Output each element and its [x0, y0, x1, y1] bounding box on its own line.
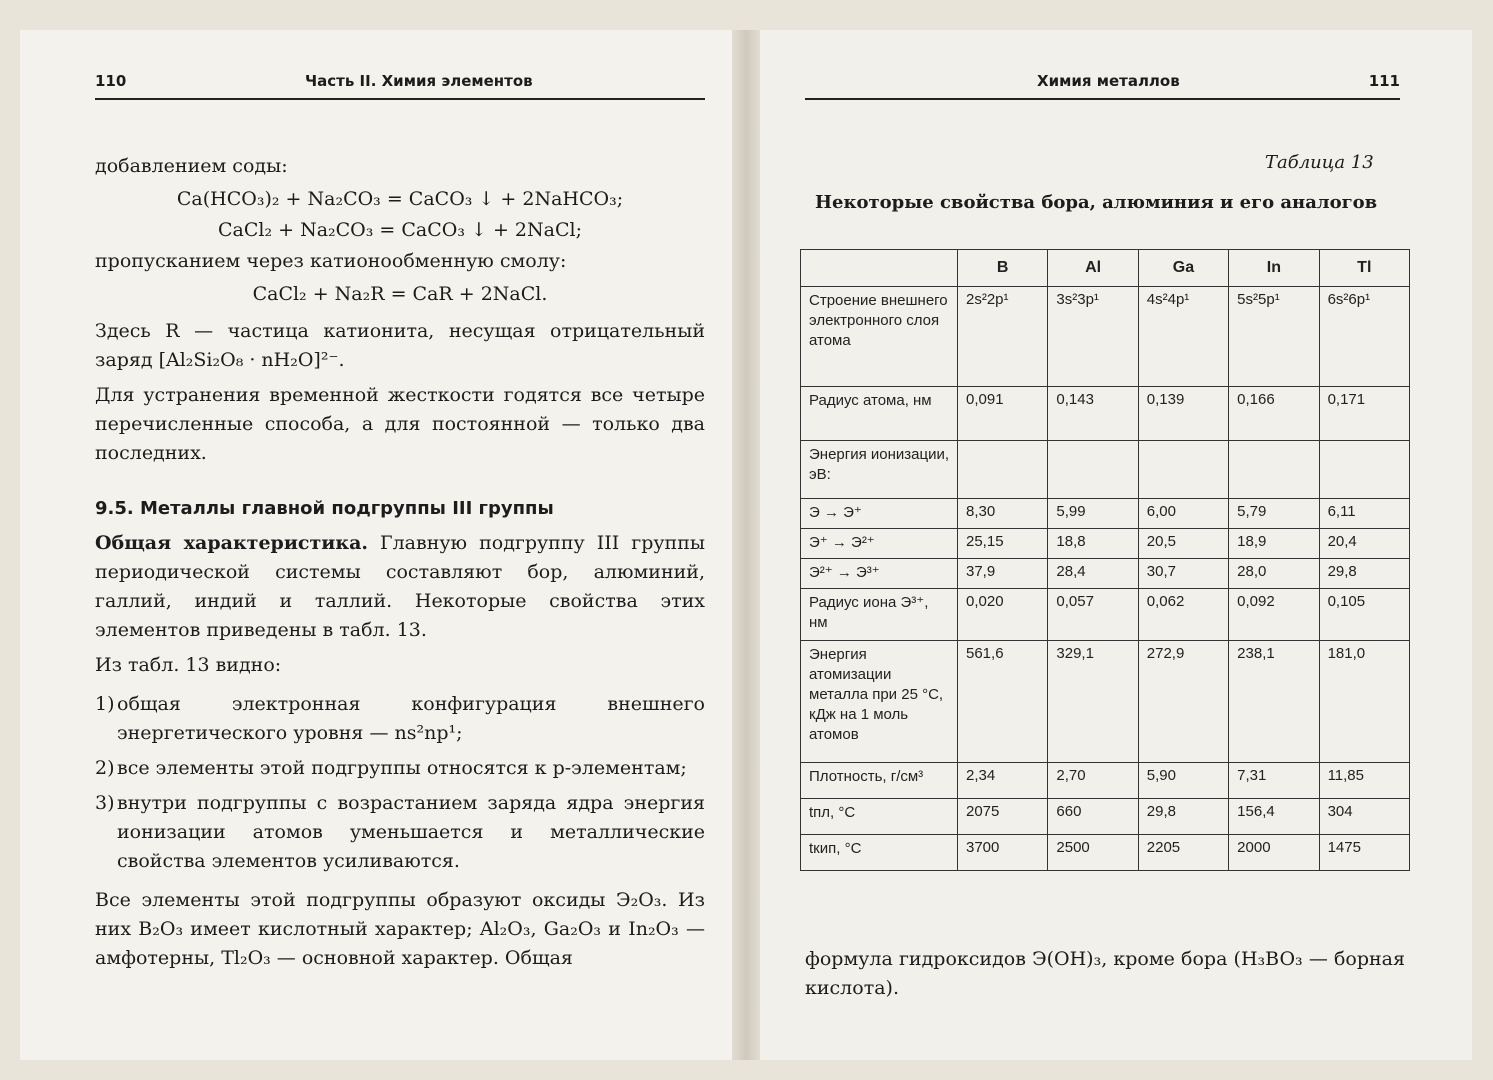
table-cell: 3700 — [958, 835, 1048, 871]
header-cell: Tl — [1319, 250, 1409, 287]
table-cell: 6,00 — [1138, 499, 1228, 529]
table-cell: 5s²5p¹ — [1229, 287, 1319, 387]
row-label: Строение внешнего электронного слоя атома — [801, 287, 958, 387]
row-label: Э²⁺ → Э³⁺ — [801, 559, 958, 589]
list-text: общая электронная конфигурация внешнего энергетического уровня — ns²np¹; — [117, 693, 705, 744]
book-gutter — [732, 30, 760, 1060]
list-text: все элементы этой подгруппы относятся к p-элементам; — [117, 757, 687, 779]
table-cell: 7,31 — [1229, 763, 1319, 799]
table-row — [801, 589, 1410, 641]
table-cell: 0,139 — [1138, 387, 1228, 441]
table-cell: 3s²3p¹ — [1048, 287, 1138, 387]
table-cell — [1319, 441, 1409, 499]
table-row — [801, 835, 1410, 871]
table-cell: 329,1 — [1048, 641, 1138, 763]
table-cell: 6,11 — [1319, 499, 1409, 529]
here-r-text: Здесь R — частица катионита, несущая отрицательный заряд [Al₂Si₂O₈ · nH₂O]²⁻. — [95, 320, 705, 371]
intro-text: добавлением соды: — [95, 155, 288, 177]
properties-list — [95, 690, 705, 876]
table-cell: 37,9 — [958, 559, 1048, 589]
right-header — [805, 70, 1400, 100]
table-cell: 11,85 — [1319, 763, 1409, 799]
table-row — [801, 287, 1410, 387]
table-cell: 20,4 — [1319, 529, 1409, 559]
row-label: Радиус иона Э³⁺, нм — [801, 589, 958, 641]
oxides-text: Все элементы этой подгруппы образуют оксиды Э₂O₃. Из них B₂O₃ имеет кислотный характер; Al₂O₃, Ga₂O₃ и In₂O₃ — амфотерны, Tl₂O₃ — основной характер. Общая — [95, 889, 705, 969]
row-label: Плотность, г/см³ — [801, 763, 958, 799]
table-cell: 272,9 — [1138, 641, 1228, 763]
header-cell: B — [958, 250, 1048, 287]
row-label: Э → Э⁺ — [801, 499, 958, 529]
from-table-text: Из табл. 13 видно: — [95, 654, 282, 676]
table-cell: 2205 — [1138, 835, 1228, 871]
table-cell: 18,8 — [1048, 529, 1138, 559]
table-cell: 29,8 — [1319, 559, 1409, 589]
general-text: Главную подгруппу III группы периодической системы составляют бор, алюминий, галлий, индий и таллий. Некоторые свойства этих элементов приведены в табл. 13. — [95, 532, 705, 641]
table-cell: 2500 — [1048, 835, 1138, 871]
table-cell: 20,5 — [1138, 529, 1228, 559]
table-row — [801, 499, 1410, 529]
table-cell: 29,8 — [1138, 799, 1228, 835]
table-cell: 28,4 — [1048, 559, 1138, 589]
list-item — [95, 754, 705, 783]
table-cell: 18,9 — [1229, 529, 1319, 559]
table-cell — [1138, 441, 1228, 499]
table-cell: 5,99 — [1048, 499, 1138, 529]
table-row — [801, 559, 1410, 589]
table-cell: 238,1 — [1229, 641, 1319, 763]
table-cell: 0,092 — [1229, 589, 1319, 641]
row-label: tпл, °С — [801, 799, 958, 835]
table-cell: 2s²2p¹ — [958, 287, 1048, 387]
table-cell: 0,143 — [1048, 387, 1138, 441]
row-label: Энергия атомизации металла при 25 °С, кДж на 1 моль атомов — [801, 641, 958, 763]
table-cell: 2,34 — [958, 763, 1048, 799]
table-cell — [1229, 441, 1319, 499]
table-cell: 5,79 — [1229, 499, 1319, 529]
table-row — [801, 641, 1410, 763]
header-cell: Ga — [1138, 250, 1228, 287]
general-paragraph — [95, 529, 705, 645]
table-row — [801, 763, 1410, 799]
table-title: Некоторые свойства бора, алюминия и его аналогов — [815, 192, 1378, 213]
table-cell: 30,7 — [1138, 559, 1228, 589]
list-number: 1) — [95, 693, 115, 715]
properties-table — [800, 249, 1410, 871]
table-cell: 0,105 — [1319, 589, 1409, 641]
right-page-number: 111 — [1368, 72, 1400, 90]
header-cell: Al — [1048, 250, 1138, 287]
table-cell: 2,70 — [1048, 763, 1138, 799]
right-running-head: Химия металлов — [1037, 72, 1180, 90]
table-cell: 660 — [1048, 799, 1138, 835]
list-number: 3) — [95, 792, 115, 814]
table-cell: 4s²4p¹ — [1138, 287, 1228, 387]
table-cell: 2000 — [1229, 835, 1319, 871]
table-cell: 156,4 — [1229, 799, 1319, 835]
table-row — [801, 387, 1410, 441]
list-item — [95, 789, 705, 876]
table-cell: 1475 — [1319, 835, 1409, 871]
table-cell: 0,057 — [1048, 589, 1138, 641]
list-number: 2) — [95, 757, 115, 779]
formula-3: CaCl₂ + Na₂R = CaR + 2NaCl. — [252, 283, 548, 305]
left-page-number: 110 — [95, 72, 127, 90]
table-cell: 5,90 — [1138, 763, 1228, 799]
table-cell: 561,6 — [958, 641, 1048, 763]
resin-text: пропусканием через катионообменную смолу: — [95, 250, 567, 272]
list-text: внутри подгруппы с возрастанием заряда ядра энергия ионизации атомов уменьшается и металлические свойства элементов усиливаются. — [117, 792, 705, 872]
table-cell: 0,166 — [1229, 387, 1319, 441]
table-row — [801, 529, 1410, 559]
table-cell: 6s²6p¹ — [1319, 287, 1409, 387]
table-row — [801, 799, 1410, 835]
right-footer-text: формула гидроксидов Э(OH)₃, кроме бора (H₃BO₃ — борная кислота). — [805, 948, 1405, 999]
table-row — [801, 441, 1410, 499]
table-cell: 181,0 — [1319, 641, 1409, 763]
table-cell: 2075 — [958, 799, 1048, 835]
row-label: Радиус атома, нм — [801, 387, 958, 441]
table-cell: 304 — [1319, 799, 1409, 835]
table-cell — [958, 441, 1048, 499]
list-item — [95, 690, 705, 748]
left-body — [95, 152, 705, 973]
header-cell — [801, 250, 958, 287]
table-cell: 8,30 — [958, 499, 1048, 529]
table-cell: 0,171 — [1319, 387, 1409, 441]
table-cell: 0,091 — [958, 387, 1048, 441]
left-header — [95, 70, 705, 100]
table-cell — [1048, 441, 1138, 499]
table-cell: 0,020 — [958, 589, 1048, 641]
table-cell: 25,15 — [958, 529, 1048, 559]
formula-2: CaCl₂ + Na₂CO₃ = CaCO₃ ↓ + 2NaCl; — [217, 219, 582, 241]
row-label: Э⁺ → Э²⁺ — [801, 529, 958, 559]
table-header-row — [801, 250, 1410, 287]
row-label: Энергия ионизации, эВ: — [801, 441, 958, 499]
table-caption: Таблица 13 — [1265, 152, 1374, 173]
formula-1: Ca(HCO₃)₂ + Na₂CO₃ = CaCO₃ ↓ + 2NaHCO₃; — [176, 188, 624, 210]
general-lead: Общая характеристика. — [95, 532, 368, 554]
header-cell: In — [1229, 250, 1319, 287]
left-running-head: Часть II. Химия элементов — [305, 72, 533, 90]
table-cell: 0,062 — [1138, 589, 1228, 641]
hardness-text: Для устранения временной жесткости годятся все четыре перечисленные способа, а для постоянной — только два последних. — [95, 384, 705, 464]
table-cell: 28,0 — [1229, 559, 1319, 589]
section-title: 9.5. Металлы главной подгруппы III группы — [95, 498, 554, 519]
row-label: tкип, °С — [801, 835, 958, 871]
